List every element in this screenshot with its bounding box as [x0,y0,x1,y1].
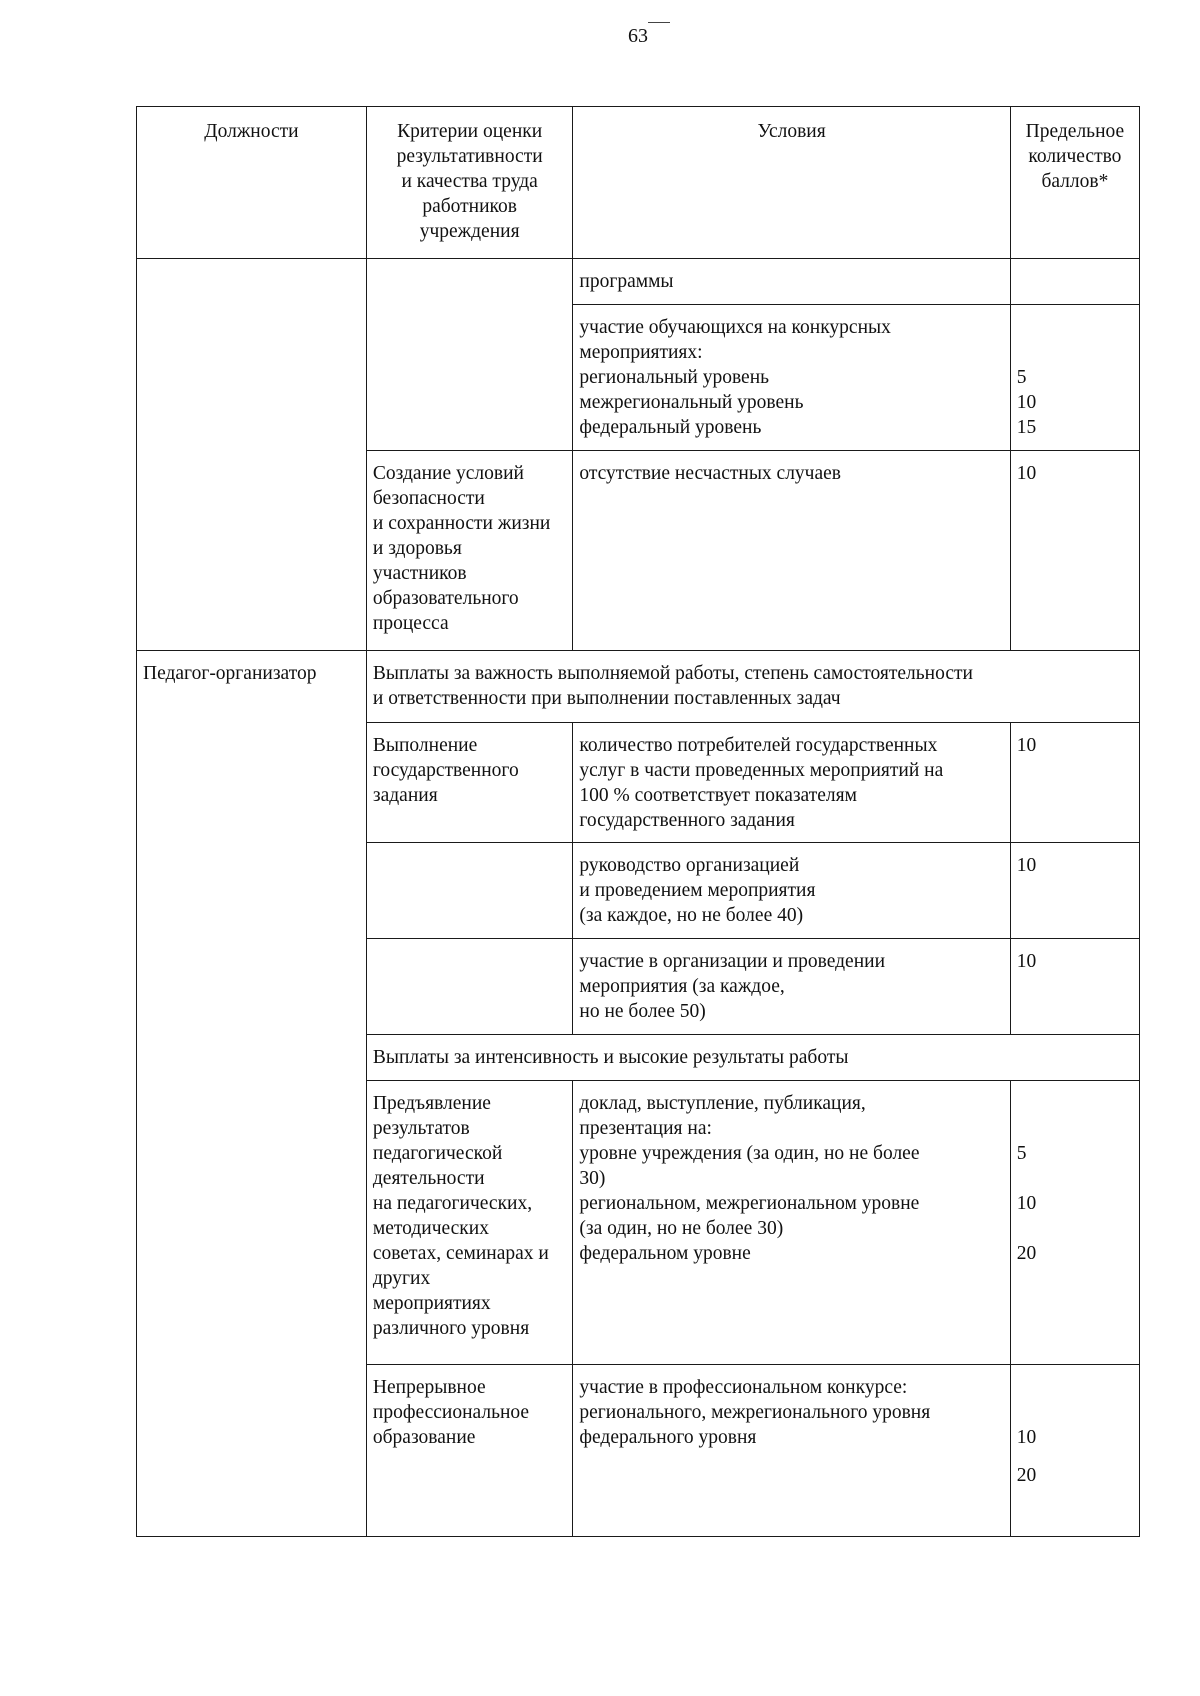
conditions-cell: участие в организации и проведении мероприятия (за каждое, но не более 50) [573,939,1010,1035]
criteria-cell-empty [366,843,573,939]
table-row [137,259,1140,305]
position-cell-empty [137,259,367,651]
conditions-cell: доклад, выступление, публикация, презентация на: уровне учреждения (за один, но не более 30) региональном, межрегиональном уровне (за один, но не более 30) федеральном уровне [573,1081,1010,1365]
header-points: Предельное количество баллов* [1010,107,1139,259]
section-heading: Выплаты за интенсивность и высокие результаты работы [366,1035,1139,1081]
points-cell: 5 10 20 [1010,1081,1139,1365]
points-cell: 10 [1010,451,1139,651]
position-cell: Педагог-организатор [137,651,367,1537]
criteria-cell: Непрерывное профессиональное образование [366,1365,573,1537]
criteria-cell-empty [366,259,573,451]
criteria-cell-empty [366,939,573,1035]
criteria-cell: Предъявление результатов педагогической деятельности на педагогических, методических советах, семинарах и других мероприятиях различного уровня [366,1081,573,1365]
page-number: 63 [628,25,648,47]
criteria-cell: Выполнение государственного задания [366,723,573,843]
conditions-cell: программы [573,259,1010,305]
points-cell: 5 10 15 [1010,305,1139,451]
points-cell: 10 20 [1010,1365,1139,1537]
table-header-row [137,107,1140,259]
conditions-cell: руководство организацией и проведением мероприятия (за каждое, но не более 40) [573,843,1010,939]
conditions-cell: количество потребителей государственных услуг в части проведенных мероприятий на 100 % соответствует показателям государственного задания [573,723,1010,843]
criteria-cell: Создание условий безопасности и сохранности жизни и здоровья участников образовательного процесса [366,451,573,651]
page-number-line [648,22,670,23]
header-conditions: Условия [573,107,1010,259]
conditions-cell: участие обучающихся на конкурсных мероприятиях: региональный уровень межрегиональный уровень федеральный уровень [573,305,1010,451]
conditions-cell: участие в профессиональном конкурсе: регионального, межрегионального уровня федерального уровня [573,1365,1010,1537]
section-heading: Выплаты за важность выполняемой работы, степень самостоятельности и ответственности при выполнении поставленных задач [366,651,1139,723]
header-position: Должности [137,107,367,259]
points-cell: 10 [1010,723,1139,843]
conditions-cell: отсутствие несчастных случаев [573,451,1010,651]
table-row [137,651,1140,723]
points-cell: 10 [1010,843,1139,939]
criteria-table [136,106,1140,1537]
points-cell: 10 [1010,939,1139,1035]
header-criteria: Критерии оценки результативности и качества труда работников учреждения [366,107,573,259]
points-cell [1010,259,1139,305]
